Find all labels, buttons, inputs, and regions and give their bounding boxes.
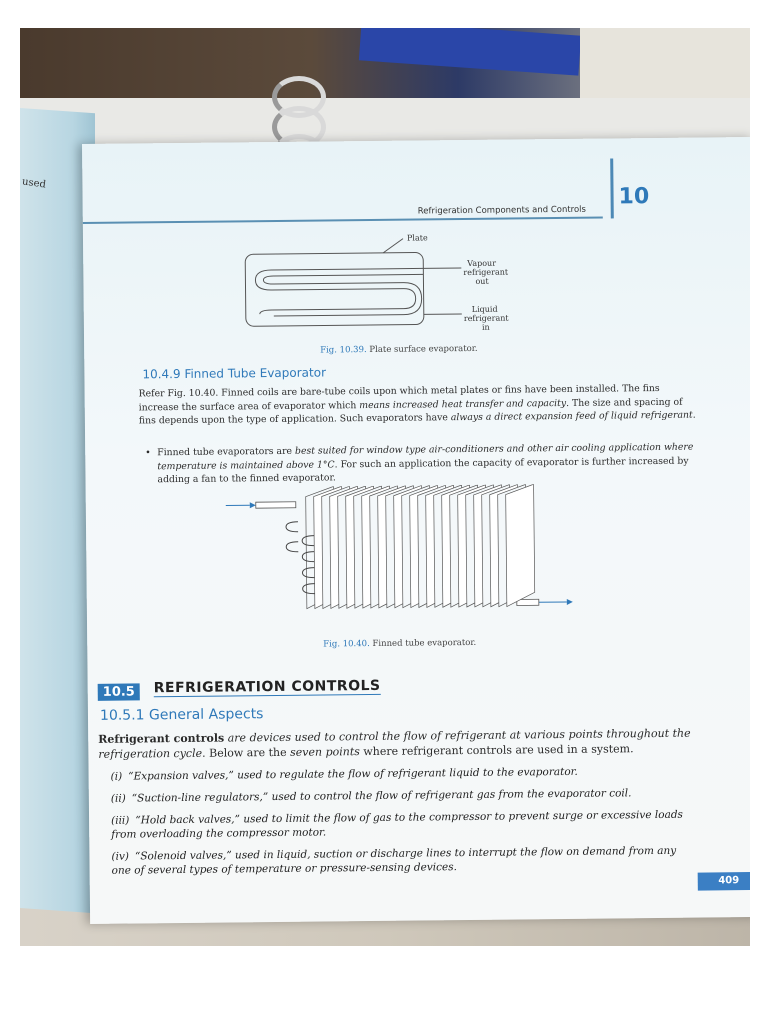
section-title: REFRIGERATION CONTROLS [153,677,381,697]
bullet-text-1: Finned tube evaporators are [157,445,296,459]
intro-text-1: . Below are the [202,745,291,760]
plate-evaporator-figure [233,231,524,344]
header-rule [83,217,603,224]
bullet-finned-tube [145,441,699,487]
para-text-1: Refer Fig. 10.40. Finned coils are bare-tube coils upon which metal plates or fins have been installed. The fins increase the surface area of evaporator which [138,382,660,413]
para-italic-2: always a direct expansion feed of liquid refrigerant [450,409,693,424]
para-finned-coils [139,382,699,428]
intro-bold: Refrigerant controls [98,731,225,746]
tube-bend [286,522,298,532]
chapter-marker [610,158,614,218]
heading-10-5-1: 10.5.1 General Aspects [99,706,264,724]
book-page [82,137,750,924]
label-plate: Plate [406,233,428,243]
label-vapour-2: refrigerant [463,267,509,278]
label-liquid-2: refrigerant [463,313,509,324]
list-item-number: (iv) [111,850,130,863]
intro-text-2: where refrigerant controls are used in a system. [359,742,634,759]
list-item-number: (ii) [110,792,126,805]
list-item-number: (iii) [111,814,130,827]
heading-10-4-9: 10.4.9 Finned Tube Evaporator [142,365,327,382]
para-text-3: . [692,409,696,421]
bullet-dot: • [145,447,151,459]
para-italic-1: means increased heat transfer and capacity [359,397,567,411]
list-item-number: (i) [110,770,123,783]
list-item-text: “Suction-line regulators,” used to control the flow of refrigerant gas from the evaporator coil. [131,787,632,805]
label-liquid-1: Liquid [471,304,498,314]
photo-background [20,28,750,946]
fig-39-number: Fig. 10.39. [320,345,367,356]
list-item [111,844,691,878]
label-vapour-3: out [475,276,489,286]
fig-40-caption [323,638,476,650]
list-item [111,786,691,806]
label-liquid-3: in [481,322,490,332]
outlet-arrowhead [567,599,573,605]
list-item-text: “Expansion valves,” used to regulate the flow of refrigerant liquid to the evaporator. [128,765,578,783]
plate-leader [383,239,403,253]
fin-stack [306,484,535,608]
fig-40-text: Finned tube evaporator. [372,637,477,649]
inlet-tube [256,502,296,508]
chapter-number: 10 [618,184,650,210]
list-item-text: “Solenoid valves,” used in liquid, suction or discharge lines to interrupt the flow on demand from any one of several types of temperature or pressure-sensing devices. [111,844,677,877]
inlet-arrowhead [250,502,256,508]
list-item [111,808,691,842]
intro-italic-1: are devices used to control the flow of refrigerant at various points throughout the refrigeration cycle [98,726,691,761]
bullet-italic: best suited for window type air-conditioners and other air cooling application where temperature is maintained above 1°C [157,441,694,472]
bullet-text-2: . For such an application the capacity of evaporator is further increased by adding a fan to the finned evaporator. [157,455,689,486]
tube-bend [286,542,298,552]
fig-39-text: Plate surface evaporator. [369,343,478,356]
para-refrigerant-controls [98,726,698,762]
page-number: 409 [698,872,750,891]
fig-39-caption [320,344,478,356]
list-item [111,764,691,784]
running-title: Refrigeration Components and Controls [417,204,587,217]
para-text-2: . The size and spacing of fins depends upon the type of application. Such evaporators have [138,396,683,427]
background-paper [580,28,750,98]
fig-40-number: Fig. 10.40. [323,639,370,650]
finned-tube-figure [216,484,598,638]
list-item-text: “Hold back valves,” used to limit the flow of gas to the compressor to prevent surge or excessive loads from overloading the compressor motor. [111,808,683,841]
fin-plate [506,484,535,606]
section-number-badge: 10.5 [98,683,140,700]
margin-word: used [21,176,47,191]
intro-italic-2: seven points [290,745,360,759]
label-vapour-1: Vapour [467,258,497,268]
